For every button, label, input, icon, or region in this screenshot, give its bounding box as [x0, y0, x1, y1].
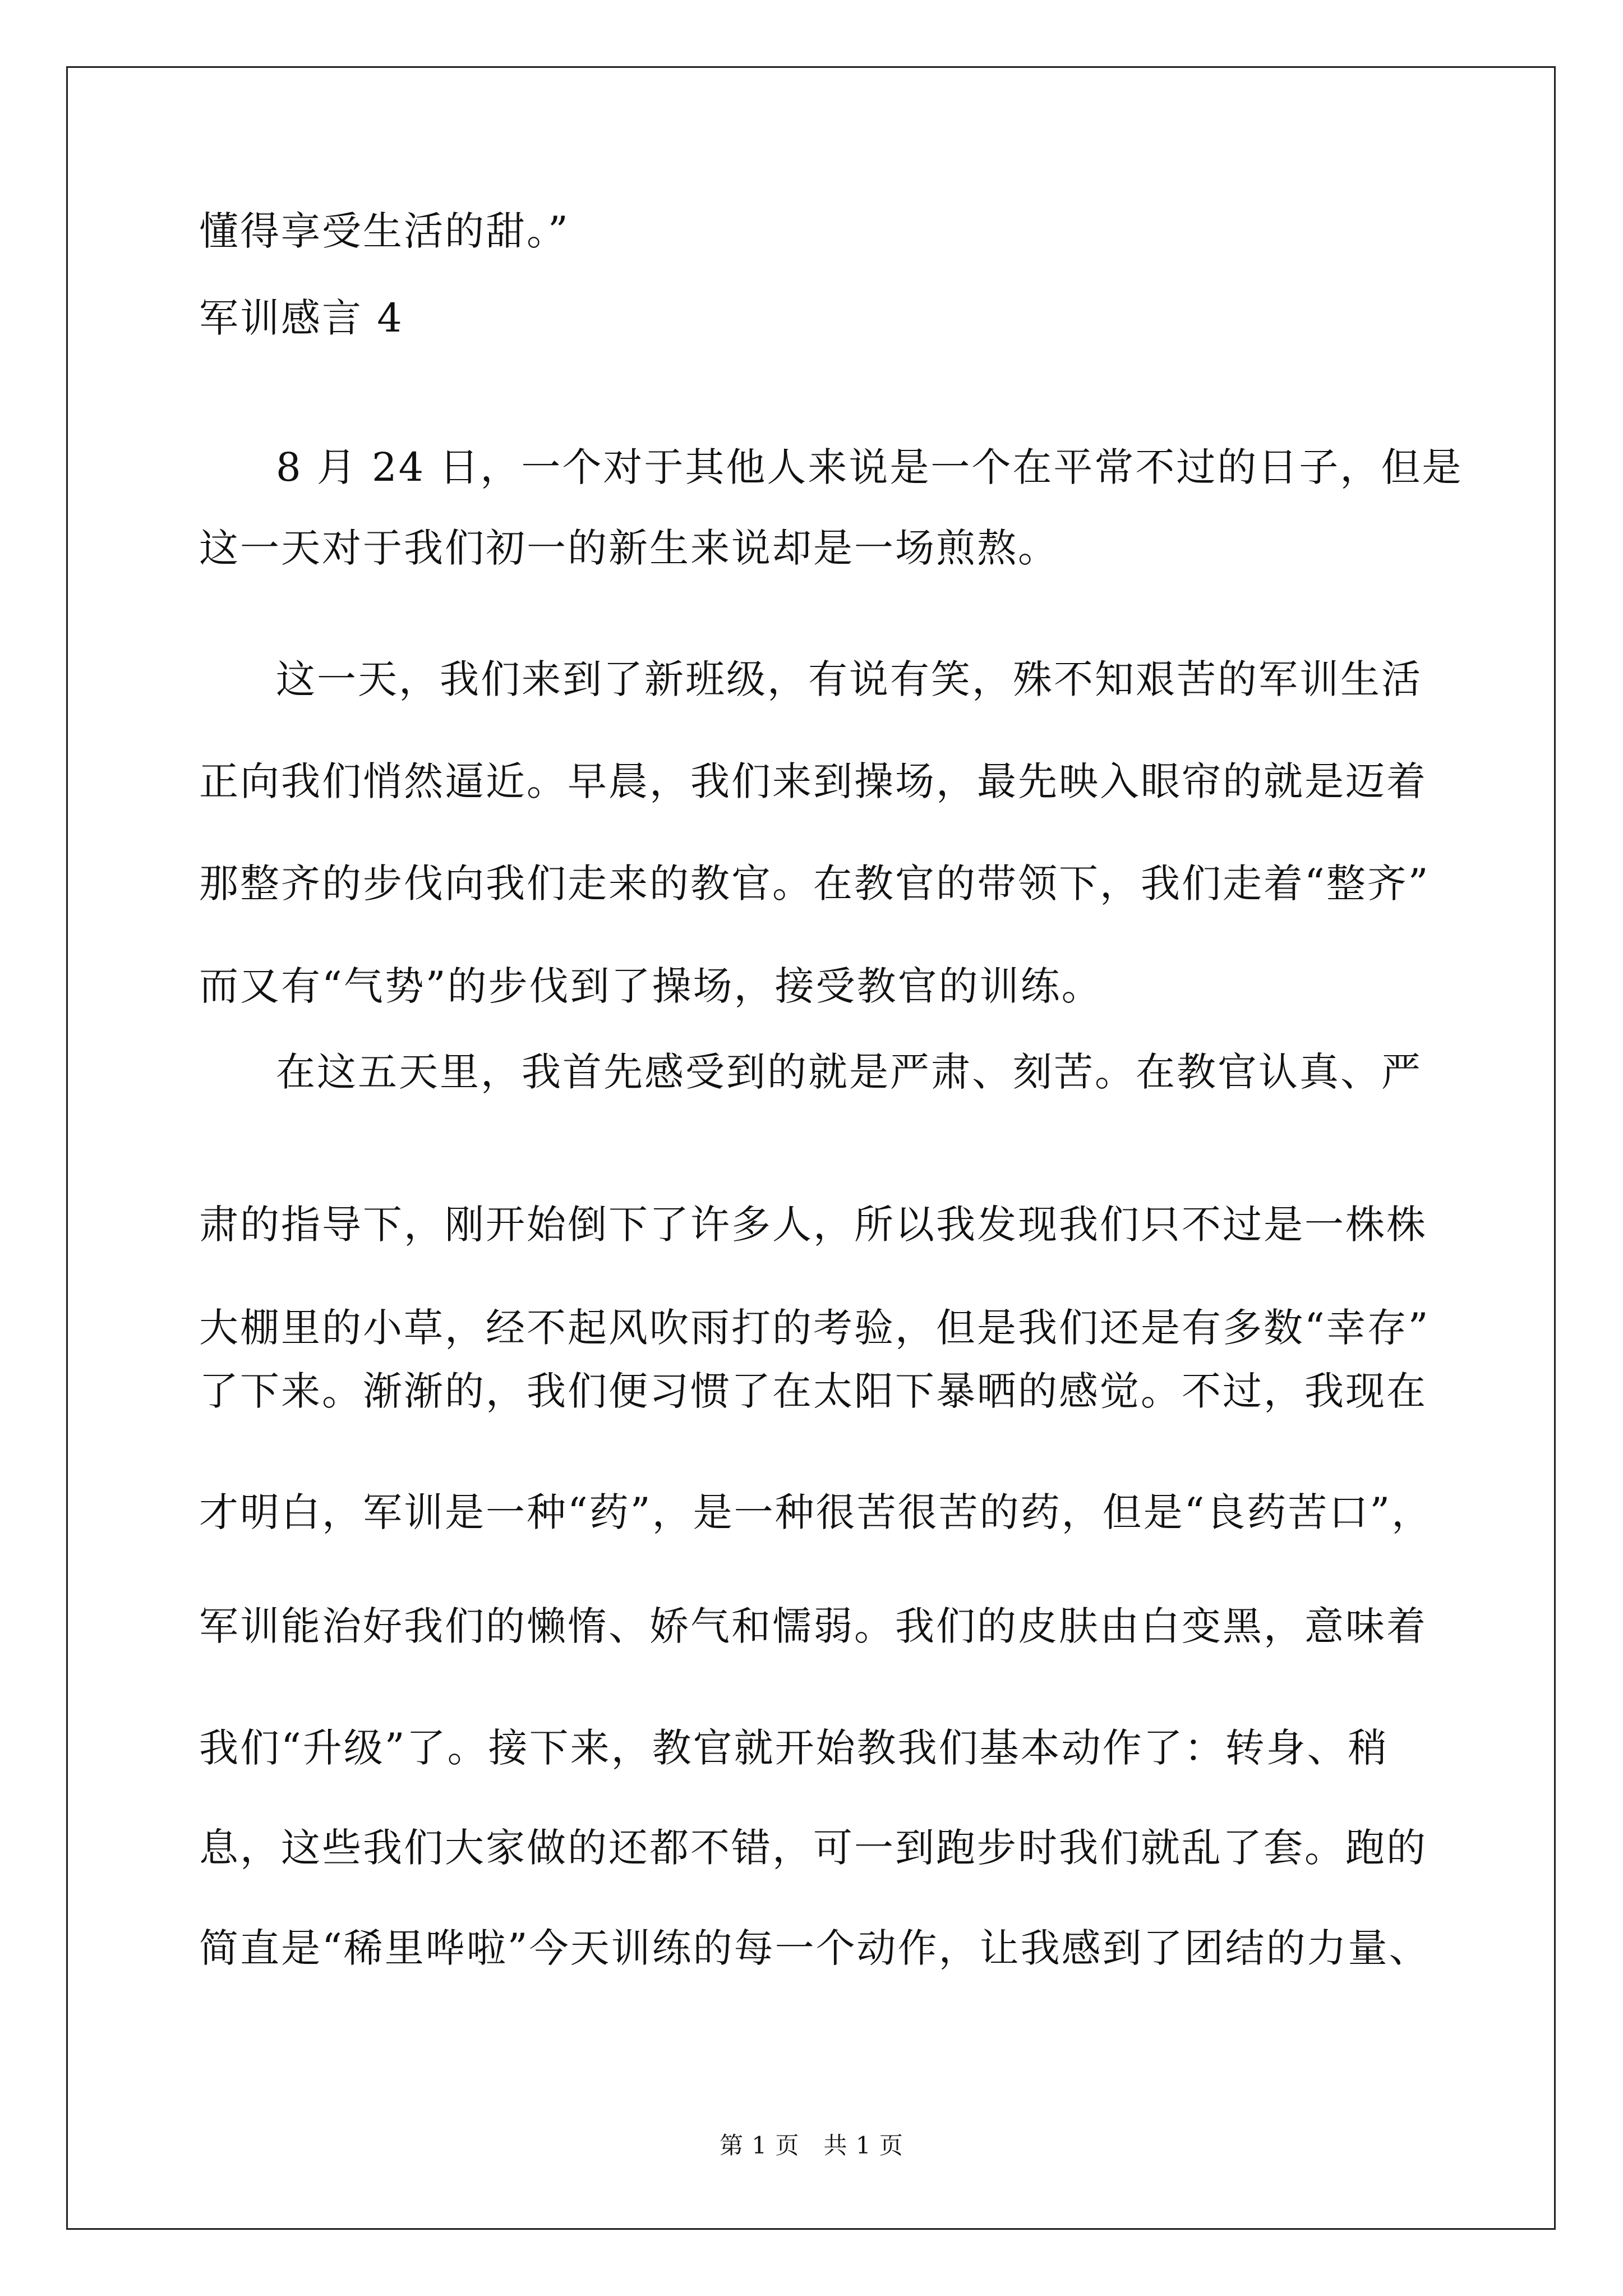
- text-line-8: 而又有“气势”的步伐到了操场，接受教官的训练。: [199, 963, 1103, 1009]
- text-line-1: 懂得享受生活的甜。”: [199, 208, 570, 254]
- text-line-3: 8 月 24 日，一个对于其他人来说是一个在平常不过的日子，但是: [276, 444, 1463, 490]
- text-line-6: 正向我们悄然逼近。早晨，我们来到操场，最先映入眼帘的就是迈着: [199, 758, 1427, 804]
- page-footer: 第 1 页 共 1 页: [720, 2132, 903, 2159]
- text-line-4: 这一天对于我们初一的新生来说却是一场煎熬。: [199, 525, 1059, 571]
- text-line-14: 军训能治好我们的懒惰、娇气和懦弱。我们的皮肤由白变黑，意味着: [199, 1603, 1427, 1649]
- text-line-9: 在这五天里，我首先感受到的就是严肃、刻苦。在教官认真、严: [276, 1049, 1422, 1095]
- text-line-17: 简直是“稀里哗啦”今天训练的每一个动作，让我感到了团结的力量、: [199, 1925, 1430, 1971]
- text-line-12: 了下来。渐渐的，我们便习惯了在太阳下暴晒的感觉。不过，我现在: [199, 1368, 1427, 1414]
- text-line-16: 息，这些我们大家做的还都不错，可一到跑步时我们就乱了套。跑的: [199, 1825, 1427, 1871]
- text-line-15: 我们“升级”了。接下来，教官就开始教我们基本动作了：转身、稍: [199, 1725, 1389, 1771]
- text-line-7: 那整齐的步伐向我们走来的教官。在教官的带领下，我们走着“整齐”: [199, 861, 1430, 907]
- section-heading: 军训感言 4: [199, 295, 404, 341]
- text-line-5: 这一天，我们来到了新班级，有说有笑，殊不知艰苦的军训生活: [276, 656, 1422, 702]
- text-line-10: 肃的指导下，刚开始倒下了许多人，所以我发现我们只不过是一株株: [199, 1202, 1427, 1248]
- text-line-13: 才明白，军训是一种“药”，是一种很苦很苦的药，但是“良药苦口”，: [199, 1489, 1433, 1535]
- page-border: [66, 66, 1556, 2230]
- text-line-11: 大棚里的小草，经不起风吹雨打的考验，但是我们还是有多数“幸存”: [199, 1305, 1430, 1351]
